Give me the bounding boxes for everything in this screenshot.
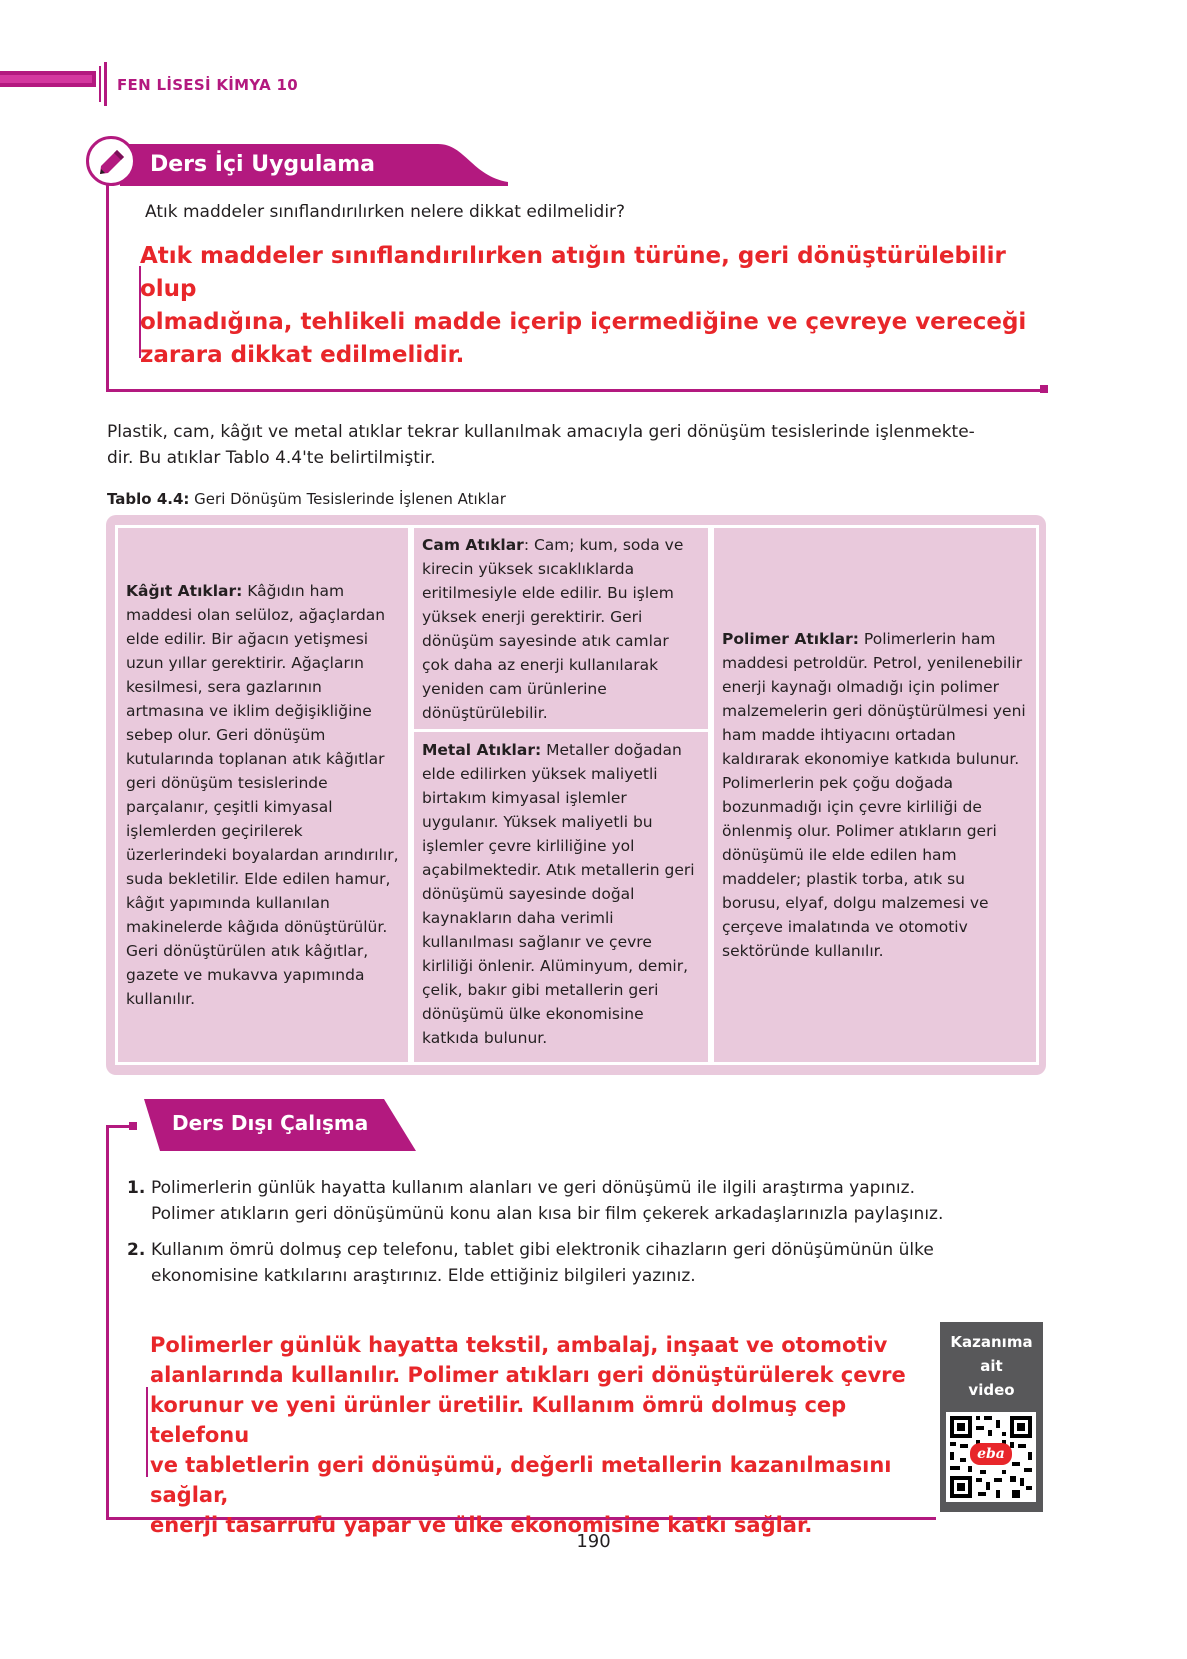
ders-ici-answer bbox=[140, 240, 1040, 372]
ders-disi-title: Ders Dışı Çalışma bbox=[172, 1111, 369, 1135]
qr-label-line: video bbox=[968, 1381, 1015, 1399]
answer-line: Polimerler günlük hayatta tekstil, ambalaj, inşaat ve otomotiv bbox=[150, 1333, 888, 1357]
ders-ici-frame-bottom bbox=[106, 389, 1044, 392]
answer-line: Atık maddeler sınıflandırılırken atığın türüne, geri dönüştürülebilir olup bbox=[140, 243, 1006, 302]
list-item-text: Kullanım ömrü dolmuş cep telefonu, tablet gibi elektronik cihazların geri dönüşümünün ülke ekonomisine katkılarını araştırınız. Elde ettiğiniz bilgileri yazınız. bbox=[151, 1240, 934, 1286]
ders-disi-list bbox=[127, 1175, 977, 1299]
table-caption bbox=[107, 490, 506, 508]
ders-disi-frame-left bbox=[106, 1125, 109, 1520]
table-cell-glass bbox=[411, 525, 711, 732]
video-qr-label bbox=[940, 1330, 1043, 1402]
answer-line: korunur ve yeni ürünler üretilir. Kullanım ömrü dolmuş cep telefonu bbox=[150, 1393, 847, 1447]
answer-line: ve tabletlerin geri dönüşümü, değerli metallerin kazanılmasını sağlar, bbox=[150, 1453, 892, 1507]
book-title: FEN LİSESİ KİMYA 10 bbox=[117, 76, 299, 94]
list-item-number: 1. bbox=[127, 1178, 146, 1198]
ders-disi-frame-top bbox=[106, 1125, 130, 1128]
ders-disi-answer bbox=[150, 1330, 930, 1540]
ders-disi-frame-corner bbox=[129, 1122, 137, 1130]
list-item bbox=[127, 1175, 977, 1227]
intro-paragraph bbox=[107, 419, 1057, 471]
header-divider bbox=[99, 66, 101, 102]
answer-margin-mark bbox=[146, 1387, 148, 1477]
list-item-text: Polimerlerin günlük hayatta kullanım alanları ve geri dönüşümü ile ilgili araştırma yapınız. Polimer atıkların geri dönüşümünü konu alan kısa bir film çekerek arkadaşlarınızla paylaşınız. bbox=[151, 1178, 944, 1224]
paragraph-line: Plastik, cam, kâğıt ve metal atıklar tekrar kullanılmak amacıyla geri dönüşüm tesislerinde işlenmekte- bbox=[107, 422, 975, 442]
qr-label-line: Kazanıma bbox=[950, 1333, 1033, 1351]
table-cell-paper bbox=[115, 525, 411, 1065]
page-number: 190 bbox=[576, 1531, 611, 1552]
answer-line: olmadığına, tehlikeli madde içerip içermediğine ve çevreye vereceği bbox=[140, 309, 1027, 335]
pencil-badge bbox=[86, 136, 136, 186]
cell-text: Metaller doğadan elde edilirken yüksek maliyetli birtakım kimyasal işlemler uygulanır. Yüksek maliyetli bu işlemler çevre kirliliğine yol açabilmektedir. Atık metallerin geri dönüşümü sayesinde doğal kaynakların daha verimli kullanılması sağlanır ve çevre kirliliği önlenir. Alüminyum, demir, çelik, bakır gibi metallerin geri dönüşümü ülke ekonomisine katkıda bulunur. bbox=[422, 741, 695, 1047]
cell-title: Polimer Atıklar: bbox=[722, 630, 859, 648]
cell-title: Metal Atıklar: bbox=[422, 741, 542, 759]
eba-logo: eba bbox=[970, 1443, 1012, 1465]
list-item bbox=[127, 1237, 977, 1289]
answer-line: zarara dikkat edilmelidir. bbox=[140, 342, 465, 368]
ders-ici-title: Ders İçi Uygulama bbox=[150, 152, 375, 177]
answer-line: alanlarında kullanılır. Polimer atıkları geri dönüştürülerek çevre bbox=[150, 1363, 906, 1387]
cell-title: Cam Atıklar bbox=[422, 535, 524, 554]
ders-ici-question: Atık maddeler sınıflandırılırken nelere dikkat edilmelidir? bbox=[145, 202, 626, 222]
paragraph-line: dir. Bu atıklar Tablo 4.4'te belirtilmiştir. bbox=[107, 448, 436, 468]
table-caption-text: Geri Dönüşüm Tesislerinde İşlenen Atıklar bbox=[189, 490, 506, 508]
table-cell-polymer bbox=[711, 525, 1039, 1065]
cell-text: : Cam; kum, soda ve kirecin yüksek sıcaklıklarda eritilmesiyle elde edilir. Bu işlem yüksek enerji gerektirir. Geri dönüşüm sayesinde atık camlar çok daha az enerji kullanılarak yeniden cam ürünlerine dönüştürülebilir. bbox=[422, 535, 684, 722]
cell-title: Kâğıt Atıklar: bbox=[126, 582, 243, 600]
ders-ici-frame-left bbox=[106, 172, 109, 392]
header-divider bbox=[104, 62, 107, 106]
answer-line: enerji tasarrufu yapar ve ülke ekonomisine katkı sağlar. bbox=[150, 1513, 813, 1537]
cell-text: Kâğıdın ham maddesi olan selüloz, ağaçlardan elde edilir. Bir ağacın yetişmesi uzun yıllar gerektirir. Ağaçların kesilmesi, sera gazlarının artmasına ve iklim değişikliğine sebep olur. Geri dönüşüm kutularında toplanan atık kâğıtlar geri dönüşüm tesislerinde parçalanır, çeşitli kimyasal işlemlerden geçirilerek üzerlerindeki boyalardan arındırılır, suda bekletilir. Elde edilen hamur, kâğıt yapımında kullanılan makinelerde kâğıda dönüştürülür. Geri dönüştürülen atık kâğıtlar, gazete ve mukavva yapımında kullanılır. bbox=[126, 582, 399, 1008]
table-cell-metal bbox=[411, 729, 711, 1065]
table-caption-label: Tablo 4.4: bbox=[107, 490, 190, 508]
pencil-icon bbox=[97, 147, 127, 177]
qr-label-line: ait bbox=[980, 1357, 1003, 1375]
cell-text: Polimerlerin ham maddesi petroldür. Petrol, yenilenebilir enerji kaynağı olmadığı için polimer malzemelerin geri dönüştürülmesi yeni ham madde ihtiyacını ortadan kaldırarak ekonomiye katkıda bulunur. Polimerlerin pek çoğu doğada bozunmadığı için çevre kirliliği de önlenmiş olur. Polimer atıkların geri dönüşümü ile elde edilen ham maddeler; plastik torba, atık su borusu, elyaf, dolgu malzemesi ve çerçeve imalatında ve otomotiv sektöründe kullanılır. bbox=[722, 630, 1026, 960]
header-accent-bar-inner bbox=[0, 75, 92, 83]
ders-ici-frame-corner bbox=[1040, 385, 1048, 393]
list-item-number: 2. bbox=[127, 1240, 146, 1260]
